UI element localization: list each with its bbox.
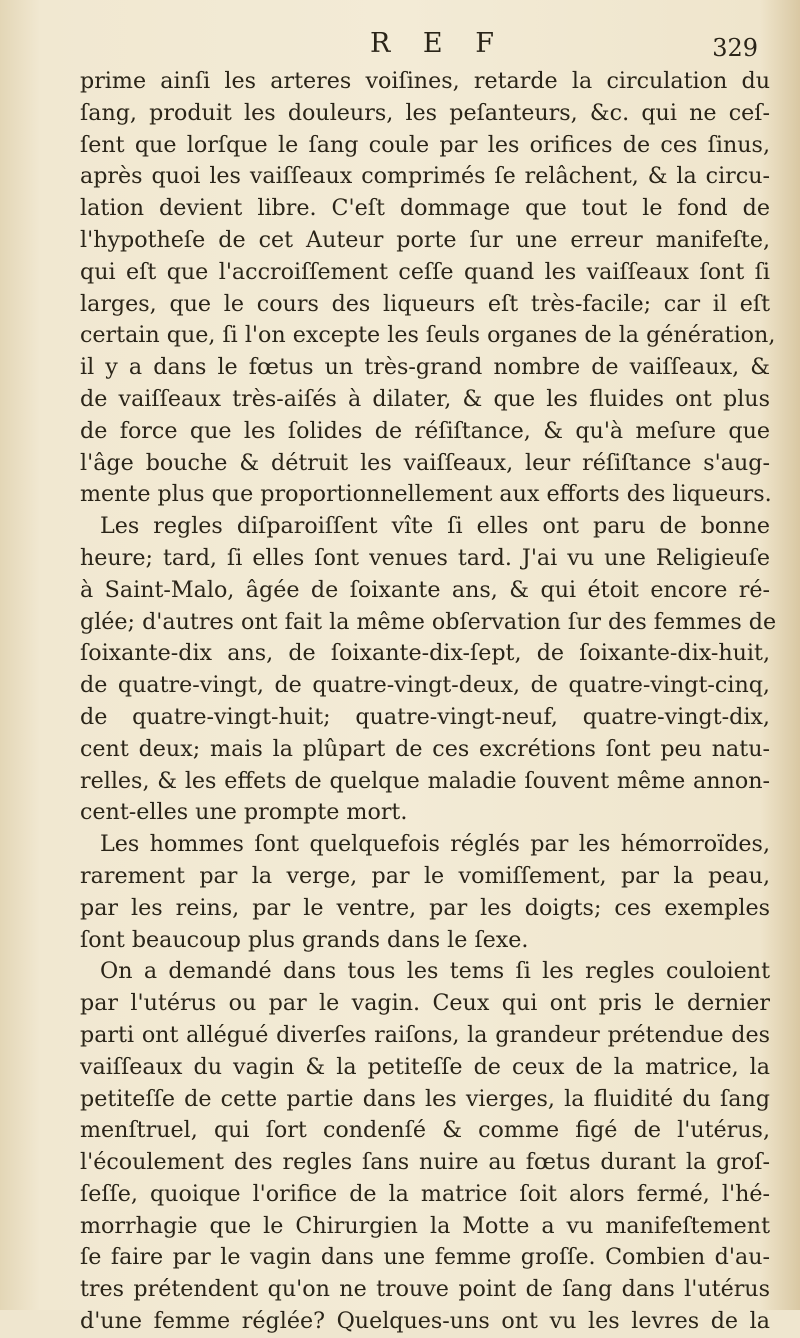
text-line: à Saint-Malo, âgée de ſoixante ans, & qui étoit encore ré- [80, 576, 770, 603]
text-line: heure; tard, ſi elles ſont venues tard. J'ai vu une Religieuſe [80, 544, 770, 571]
text-line: larges, que le cours des liqueurs eſt très-facile; car il eſt [80, 290, 770, 317]
text-line: cent deux; mais la plûpart de ces excrétions ſont peu natu- [80, 735, 770, 762]
text-line: Les regles diſparoiſſent vîte ſi elles ont paru de bonne [100, 513, 770, 540]
text-line: mente plus que proportionnellement aux efforts des liqueurs. [80, 481, 772, 508]
text-line: par l'utérus ou par le vagin. Ceux qui ont pris le dernier [80, 990, 770, 1017]
text-line: petiteſſe de cette partie dans les vierges, la fluidité du ſang [80, 1085, 770, 1112]
text-line: parti ont allégué diverſes raiſons, la grandeur prétendue des [80, 1021, 770, 1048]
page-number: 329 [712, 34, 758, 62]
text-line: relles, & les effets de quelque maladie ſouvent même annon- [80, 767, 770, 794]
text-line: lation devient libre. C'eſt dommage que tout le fond de [80, 195, 770, 222]
text-line: rarement par la verge, par le vomiſſement, par la peau, [80, 862, 770, 889]
text-line: ſeſſe, quoique l'orifice de la matrice ſoit alors fermé, l'hé- [80, 1180, 770, 1207]
text-line: Les hommes ſont quelquefois réglés par les hémorroïdes, [100, 831, 770, 858]
text-line: vaiſſeaux du vagin & la petiteſſe de ceux de la matrice, la [80, 1053, 770, 1080]
text-line: il y a dans le fœtus un très-grand nombre de vaiſſeaux, & [80, 354, 770, 381]
text-line: ſe faire par le vagin dans une femme groſſe. Combien d'au- [80, 1244, 770, 1271]
text-line: de quatre-vingt-huit; quatre-vingt-neuf, quatre-vingt-dix, [80, 703, 770, 730]
paragraph-4 [80, 956, 770, 1338]
text-line: l'hypotheſe de cet Auteur porte ſur une erreur manifeſte, [80, 226, 770, 253]
paragraph-1 [80, 66, 776, 511]
text-line: ſent que lorſque le ſang coule par les orifices de ces ſinus, [80, 131, 770, 158]
paragraph-2 [80, 511, 777, 829]
page-header [80, 24, 760, 64]
text-line: morrhagie que le Chirurgien la Motte a vu manifeſtement [80, 1212, 770, 1239]
text-line: l'écoulement des regles ſans nuire au fœtus durant la groſ- [80, 1149, 770, 1176]
text-line: ſoixante-dix ans, de ſoixante-dix-ſept, de ſoixante-dix-huit, [80, 640, 770, 667]
text-line: certain que, ſi l'on excepte les ſeuls organes de la génération, [80, 322, 776, 349]
text-line: qui eſt que l'accroiſſement ceſſe quand les vaiſſeaux ſont ſi [80, 258, 770, 285]
text-line: l'âge bouche & détruit les vaiſſeaux, leur réſiſtance s'aug- [80, 449, 770, 476]
text-line: tres prétendent qu'on ne trouve point de ſang dans l'utérus [80, 1276, 770, 1303]
text-line: de force que les ſolides de réſiſtance, & qu'à meſure que [80, 417, 770, 444]
text-line: après quoi les vaiſſeaux comprimés ſe relâchent, & la circu- [80, 163, 770, 190]
paragraph-3 [80, 829, 770, 956]
text-line: menſtruel, qui ſort condenſé & comme figé de l'utérus, [80, 1117, 770, 1144]
text-line: de vaiſſeaux très-aiſés à dilater, & que les fluides ont plus [80, 385, 770, 412]
text-line: On a demandé dans tous les tems ſi les regles couloient [100, 958, 770, 985]
text-line: de quatre-vingt, de quatre-vingt-deux, de quatre-vingt-cinq, [80, 672, 770, 699]
running-head: R E F [370, 28, 506, 59]
text-line: prime ainſi les arteres voiſines, retarde la circulation du [80, 68, 770, 94]
text-line: ſont beaucoup plus grands dans le ſexe. [80, 926, 529, 953]
text-line: par les reins, par le ventre, par les doigts; ces exemples [80, 894, 770, 921]
text-line: glée; d'autres ont fait la même obſervation ſur des femmes de [80, 608, 777, 635]
text-line: d'une femme réglée? Quelques-uns ont vu les levres de la [80, 1308, 770, 1335]
text-line: cent-elles une prompte mort. [80, 799, 408, 826]
body-text [80, 66, 777, 1338]
text-line: ſang, produit les douleurs, les peſanteurs, &c. qui ne ceſ- [80, 99, 770, 126]
